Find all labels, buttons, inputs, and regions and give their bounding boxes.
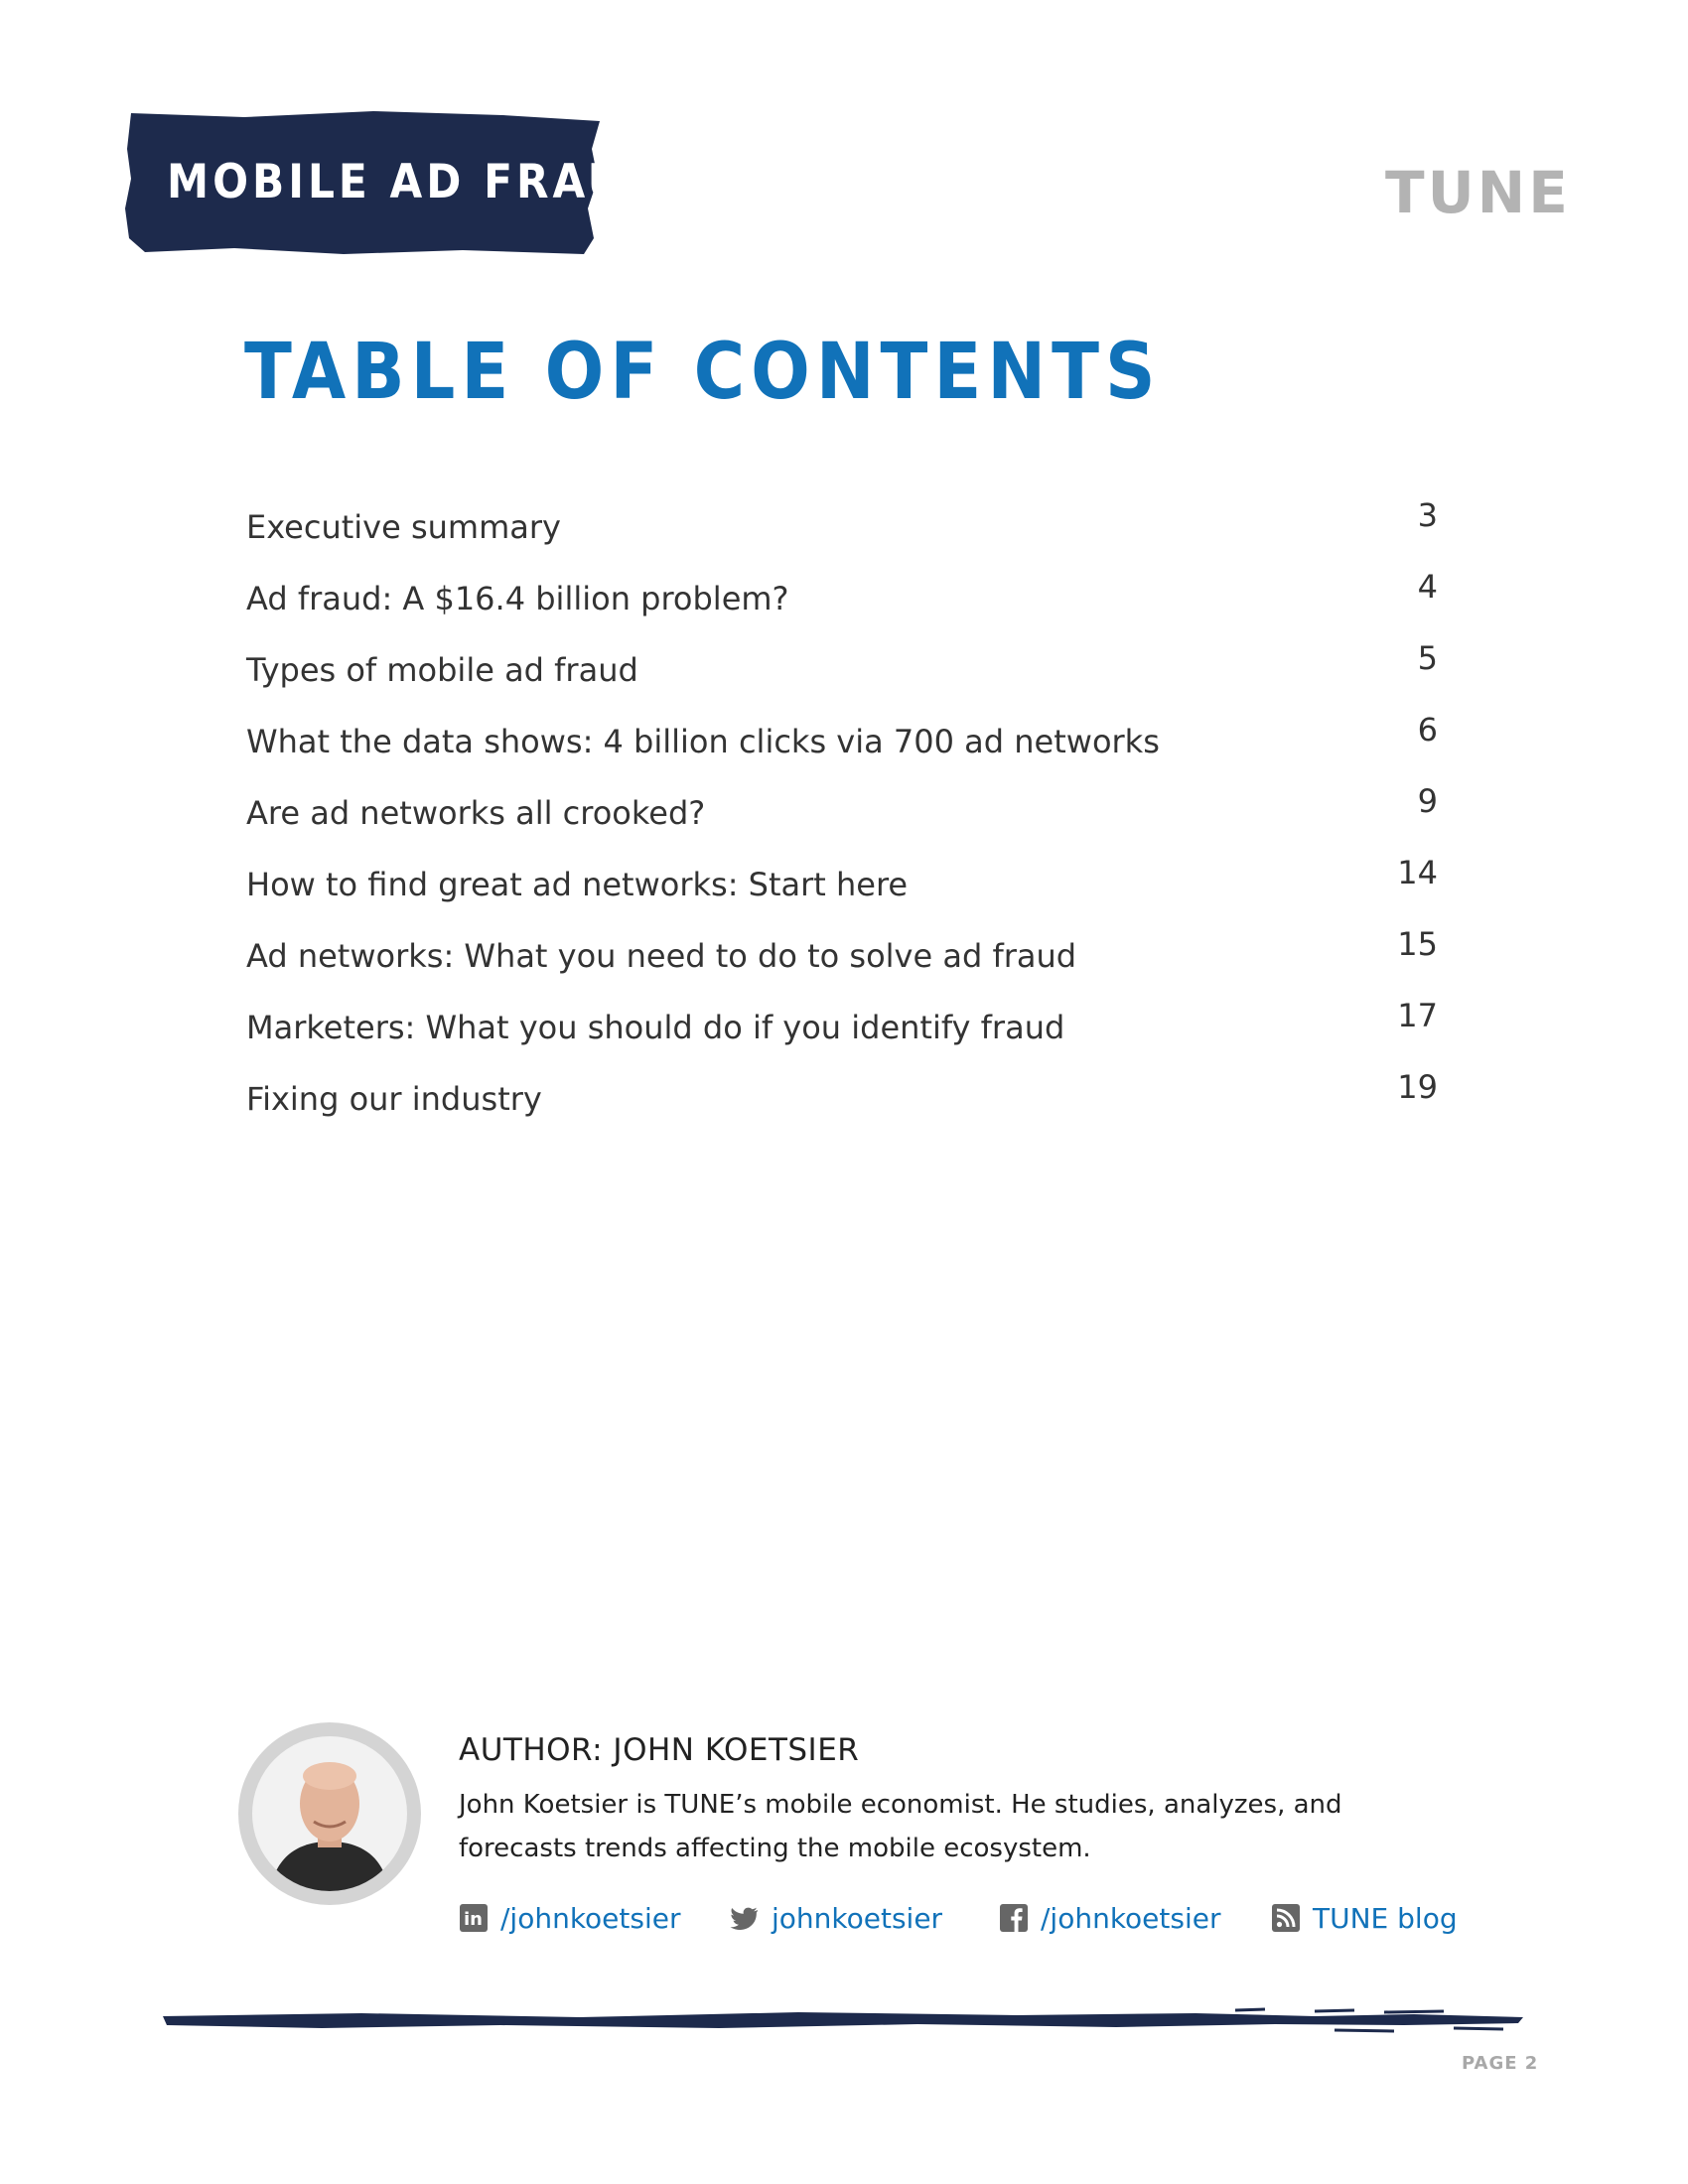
svg-text:in: in (464, 1909, 483, 1930)
author-heading: AUTHOR: JOHN KOETSIER (459, 1732, 860, 1768)
linkedin-handle: /johnkoetsier (500, 1901, 681, 1935)
toc-entry-page: 14 (1397, 854, 1438, 891)
page-number: PAGE 2 (1462, 2053, 1539, 2074)
toc-entry-label: How to find great ad networks: Start here (246, 866, 909, 903)
author-bio: John Koetsier is TUNE’s mobile economist. He studies, analyzes, and forecasts trends affecting the mobile ecosystem. (459, 1790, 1342, 1863)
social-rss-link[interactable] (1271, 1898, 1458, 1938)
toc-entry-page: 4 (1417, 568, 1438, 606)
toc-entry-page: 6 (1417, 711, 1438, 749)
footer-brush-divider (163, 2007, 1523, 2033)
facebook-icon (999, 1903, 1029, 1933)
author-avatar (238, 1722, 421, 1905)
toc-entry-page: 17 (1397, 997, 1438, 1034)
toc-entry-label: Executive summary (246, 508, 561, 546)
toc-entry-label: Ad networks: What you need to do to solve ad fraud (246, 937, 1077, 975)
toc-entry-page: 3 (1417, 496, 1438, 534)
toc-entry[interactable] (246, 568, 1438, 639)
rss-icon (1271, 1903, 1301, 1933)
toc-entry-page: 15 (1397, 925, 1438, 963)
toc-entry-label: Ad fraud: A $16.4 billion problem? (246, 580, 789, 617)
toc-entry-page: 19 (1397, 1068, 1438, 1106)
toc-entry[interactable] (246, 711, 1438, 782)
toc-entry-label: Marketers: What you should do if you identify fraud (246, 1009, 1065, 1046)
person-silhouette-icon (252, 1736, 407, 1891)
facebook-handle: /johnkoetsier (1041, 1901, 1221, 1935)
banner-title: MOBILE AD FRAUD (167, 155, 665, 209)
blog-link-text: TUNE blog (1313, 1901, 1458, 1935)
author-photo (252, 1736, 407, 1891)
toc-entry[interactable] (246, 854, 1438, 925)
toc-entry[interactable] (246, 997, 1438, 1068)
header-banner (125, 109, 665, 256)
tune-logo: TUNE (1385, 159, 1571, 226)
toc-entry[interactable] (246, 925, 1438, 997)
toc-list (246, 496, 1438, 1140)
toc-entry-label: Types of mobile ad fraud (246, 651, 638, 689)
social-twitter-link[interactable] (730, 1898, 942, 1938)
toc-entry[interactable] (246, 782, 1438, 854)
toc-entry-page: 5 (1417, 639, 1438, 677)
toc-entry[interactable] (246, 496, 1438, 568)
toc-title: TABLE OF CONTENTS (244, 328, 1162, 417)
toc-entry-page: 9 (1417, 782, 1438, 820)
toc-entry-label: Are ad networks all crooked? (246, 794, 706, 832)
toc-entry-label: What the data shows: 4 billion clicks via 700 ad networks (246, 723, 1160, 760)
twitter-handle: johnkoetsier (772, 1901, 943, 1935)
social-linkedin-link[interactable] (459, 1898, 681, 1938)
social-facebook-link[interactable] (999, 1898, 1221, 1938)
linkedin-icon (459, 1903, 489, 1933)
toc-entry[interactable] (246, 639, 1438, 711)
twitter-icon (730, 1903, 760, 1933)
toc-entry-label: Fixing our industry (246, 1080, 542, 1118)
toc-entry[interactable] (246, 1068, 1438, 1140)
